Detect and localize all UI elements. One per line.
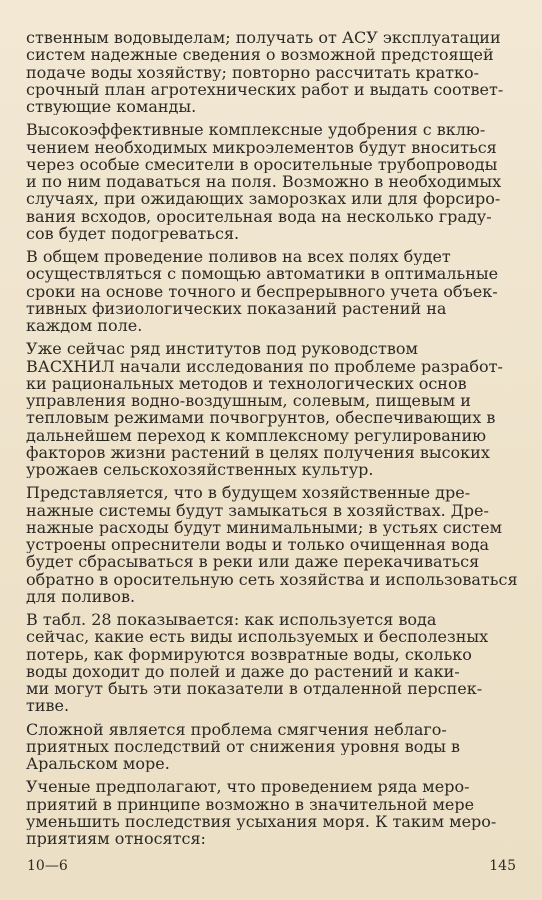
text-line: нажные расходы будут минимальными; в устьях систем — [26, 518, 503, 536]
printer-signature: 10—6 — [27, 858, 68, 874]
text-line: подаче воды хозяйству; повторно рассчитать кратко- — [26, 63, 480, 81]
text-line: ки рациональных методов и технологических основ — [26, 374, 467, 392]
text-line: сейчас, какие есть виды используемых и бесполезных — [26, 628, 489, 646]
text-line: ственным водовыделам; получать от АСУ эксплуатации — [26, 29, 501, 47]
text-line: сроки на основе точного и беспрерывного учета объек- — [26, 282, 498, 300]
text-line: воды доходит до полей и даже до растений и каки- — [26, 662, 460, 680]
paragraph-4 — [26, 340, 524, 478]
paragraph-3 — [26, 248, 524, 334]
text-line: управления водно-воздушным, солевым, пищевым и — [26, 392, 471, 410]
text-line: урожаев сельскохозяйственных культур. — [26, 461, 374, 479]
paragraph-1 — [26, 29, 524, 115]
text-line: будет сбрасываться в реки или даже перекачиваться — [26, 553, 480, 571]
text-line: устроены опреснители воды и только очищенная вода — [26, 536, 490, 554]
text-line: приятий в принципе возможно в значительной мере — [26, 795, 475, 813]
text-line: В табл. 28 показывается: как используется вода — [26, 611, 437, 629]
text-line: обратно в оросительную сеть хозяйства и использоваться — [26, 570, 518, 588]
text-line: и по ним подаваться на поля. Возможно в необходимых — [26, 173, 502, 191]
text-line: срочный план агротехнических работ и выдать соответ- — [26, 80, 504, 98]
text-line: Сложной является проблема смягчения неблаго- — [26, 720, 447, 738]
text-line: Аральском море. — [26, 755, 170, 773]
text-line: для поливов. — [26, 587, 136, 605]
text-line: Высокоэффективные комплексные удобрения с вклю- — [26, 121, 486, 139]
text-line: ми могут быть эти показатели в отдаленной перспек- — [26, 680, 483, 698]
text-line: дальнейшем переход к комплексному регулированию — [26, 426, 487, 444]
paragraph-6 — [26, 611, 524, 715]
page-number: 145 — [489, 858, 516, 874]
paragraph-5 — [26, 484, 524, 605]
text-line: факторов жизни растений в целях получения высоких — [26, 443, 490, 461]
paragraph-8 — [26, 778, 524, 847]
text-line: через особые смесители в оросительные трубопроводы — [26, 155, 498, 173]
text-line: В общем проведение поливов на всех полях будет — [26, 248, 451, 266]
text-line: Ученые предполагают, что проведением ряда меро- — [26, 778, 470, 796]
paragraph-2 — [26, 121, 524, 242]
text-line: осуществляться с помощью автоматики в оптимальные — [26, 265, 499, 283]
text-line: систем надежные сведения о возможной предстоящей — [26, 46, 494, 64]
text-line: вания всходов, оросительная вода на несколько граду- — [26, 207, 492, 225]
text-line: случаях, при ожидающих заморозках или для форсиро- — [26, 190, 501, 208]
text-line: каждом поле. — [26, 317, 143, 335]
text-line: Уже сейчас ряд институтов под руководством — [26, 340, 418, 358]
paragraph-7 — [26, 721, 524, 773]
text-line: нажные системы будут замыкаться в хозяйствах. Дре- — [26, 501, 489, 519]
text-line: тиве. — [26, 697, 70, 715]
text-line: Представляется, что в будущем хозяйственные дре- — [26, 484, 471, 502]
text-line: уменьшить последствия усыхания моря. К таким меро- — [26, 812, 497, 830]
text-line: ВАСХНИЛ начали исследования по проблеме разработ- — [26, 357, 503, 375]
text-line: сов будет подогреваться. — [26, 224, 240, 242]
text-line: приятных последствий от снижения уровня воды в — [26, 737, 461, 755]
text-line: чением необходимых микроэлементов будут вноситься — [26, 138, 497, 156]
text-line: приятиям относятся: — [26, 830, 206, 848]
body-text — [26, 29, 524, 853]
text-line: ствующие команды. — [26, 98, 197, 116]
text-line: тивных физиологических показаний растений на — [26, 299, 447, 317]
text-line: потерь, как формируются возвратные воды, сколько — [26, 645, 472, 663]
text-line: тепловым режимами почвогрунтов, обеспечивающих в — [26, 409, 496, 427]
